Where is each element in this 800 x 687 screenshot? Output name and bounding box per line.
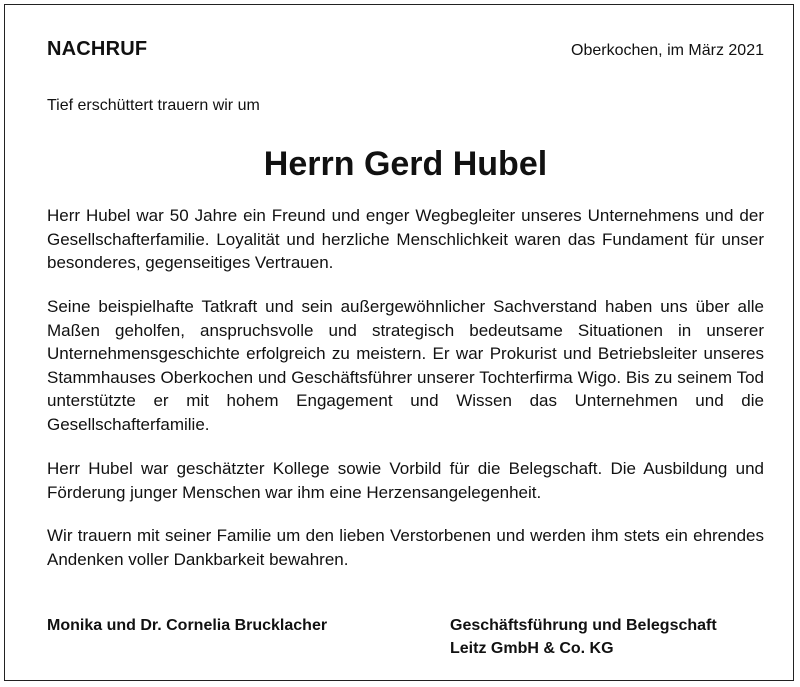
paragraph-3: Herr Hubel war geschätzter Kollege sowie Vorbild für die Belegschaft. Die Ausbildung und Förderung junger Menschen war ihm eine Herzensangelegenheit. bbox=[47, 459, 764, 502]
signature-family bbox=[47, 614, 327, 637]
signature-company-line1: Geschäftsführung und Belegschaft bbox=[450, 617, 717, 634]
deceased-name: Herrn Gerd Hubel bbox=[263, 145, 548, 183]
paragraph-4: Wir trauern mit seiner Familie um den lieben Verstorbenen und werden ihm stets ein ehrendes Andenken voller Dankbarkeit bewahren. bbox=[47, 526, 764, 569]
notice-label: NACHRUF bbox=[47, 38, 148, 60]
signature-company-line2: Leitz GmbH & Co. KG bbox=[450, 640, 614, 657]
paragraph-2: Seine beispielhafte Tatkraft und sein außergewöhnlicher Sachverstand haben uns über alle Maßen geholfen, anspruchsvolle und strategisch bedeutsame Situationen in unserer Unternehmensgeschichte erfolgreich zu meistern. Er war Prokurist und Betriebsleiter unseres Stammhauses Oberkochen und Geschäftsführer unserer Tochterfirma Wigo. Bis zu seinem Tod unterstützte er mit hohem Engagement und Wissen das Unternehmen und die Gesellschafterfamilie. bbox=[47, 297, 764, 434]
signature-family-name: Monika und Dr. Cornelia Brucklacher bbox=[47, 617, 328, 634]
intro-line: Tief erschüttert trauern wir um bbox=[47, 97, 260, 114]
place-date: Oberkochen, im März 2021 bbox=[571, 42, 764, 59]
header-row bbox=[47, 38, 764, 61]
paragraph-1: Herr Hubel war 50 Jahre ein Freund und enger Wegbegleiter unseres Unternehmens und der Gesellschafterfamilie. Loyalität und herzliche Menschlichkeit waren das Fundament für unser besonderes, gegenseitiges Vertrauen. bbox=[47, 206, 764, 272]
signature-company bbox=[450, 614, 717, 660]
obituary-frame bbox=[4, 4, 794, 681]
